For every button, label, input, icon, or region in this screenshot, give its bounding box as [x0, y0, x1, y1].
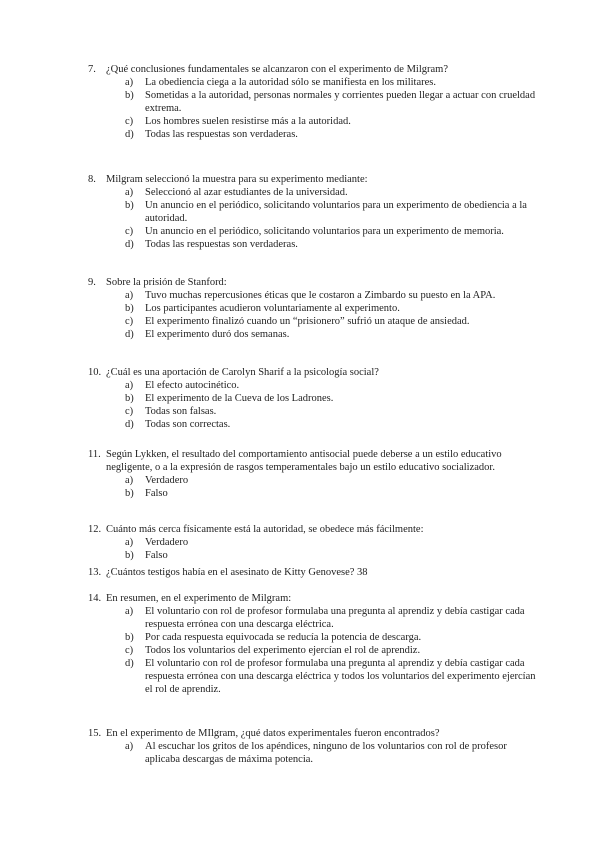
option-item [125, 487, 542, 500]
option-text: Todas son falsas. [145, 406, 217, 417]
option-item [125, 740, 542, 766]
option-letter: c) [125, 226, 134, 237]
option-item [125, 536, 542, 549]
question-number: 9. [88, 277, 96, 288]
question-row [88, 566, 542, 579]
option-item [125, 631, 542, 644]
question-item [88, 366, 542, 431]
option-letter: d) [125, 419, 134, 430]
question-text: En resumen, en el experimento de Milgram: [106, 593, 292, 604]
question-item [88, 523, 542, 562]
question-text: Según Lykken, el resultado del comportamiento antisocial puede deberse a un estilo educativo negligente, o a la expresión de rasgos temperamentales bajo un estilo educativo socializador. [106, 449, 502, 473]
option-letter: d) [125, 239, 134, 250]
option-text: Falso [145, 550, 168, 561]
question-text: Sobre la prisión de Stanford: [106, 277, 227, 288]
option-item [125, 238, 542, 251]
question-item [88, 63, 542, 141]
option-text: Tuvo muchas repercusiones éticas que le costaron a Zimbardo su puesto en la APA. [145, 290, 496, 301]
questions-list [88, 63, 542, 766]
question-text: ¿Cuál es una aportación de Carolyn Sharif a la psicología social? [106, 367, 379, 378]
option-letter: b) [125, 200, 134, 211]
option-letter: a) [125, 475, 134, 486]
option-item [125, 328, 542, 341]
option-letter: d) [125, 658, 134, 669]
question-item [88, 173, 542, 251]
option-item [125, 392, 542, 405]
question-item [88, 276, 542, 341]
option-letter: b) [125, 488, 134, 499]
question-row [88, 448, 542, 474]
question-row [88, 276, 542, 289]
option-text: El experimento duró dos semanas. [145, 329, 290, 340]
option-text: Al escuchar los gritos de los apéndices, ninguno de los voluntarios con rol de profesor aplicaba descargas de máxima potencia. [145, 741, 507, 765]
option-text: Todos los voluntarios del experimento ejercían el rol de aprendiz. [145, 645, 421, 656]
option-letter: c) [125, 116, 134, 127]
question-item [88, 727, 542, 766]
option-letter: d) [125, 329, 134, 340]
option-item [125, 128, 542, 141]
option-text: Los participantes acudieron voluntariamente al experimento. [145, 303, 400, 314]
option-letter: a) [125, 380, 134, 391]
question-row [88, 63, 542, 76]
question-item [88, 448, 542, 500]
option-text: El voluntario con rol de profesor formulaba una pregunta al aprendiz y debía castigar cada respuesta errónea con una descarga eléctrica. [145, 606, 525, 630]
option-item [125, 315, 542, 328]
question-row [88, 173, 542, 186]
question-number: 7. [88, 64, 96, 75]
option-text: Verdadero [145, 537, 189, 548]
option-item [125, 89, 542, 115]
question-row [88, 727, 542, 740]
option-letter: a) [125, 606, 134, 617]
option-text: La obediencia ciega a la autoridad sólo se manifiesta en los militares. [145, 77, 436, 88]
option-text: Verdadero [145, 475, 189, 486]
option-letter: b) [125, 303, 134, 314]
question-item [88, 566, 542, 579]
option-item [125, 302, 542, 315]
question-row [88, 366, 542, 379]
question-text: En el experimento de MIlgram, ¿qué datos experimentales fueron encontrados? [106, 728, 440, 739]
question-number: 8. [88, 174, 96, 185]
option-text: Un anuncio en el periódico, solicitando voluntarios para un experimento de memoria. [145, 226, 504, 237]
option-letter: d) [125, 129, 134, 140]
question-number: 12. [88, 524, 102, 535]
option-letter: b) [125, 550, 134, 561]
option-letter: b) [125, 90, 134, 101]
option-item [125, 474, 542, 487]
option-text: Un anuncio en el periódico, solicitando voluntarios para un experimento de obediencia a la autoridad. [145, 200, 527, 224]
option-item [125, 657, 542, 696]
option-text: El experimento de la Cueva de los Ladrones. [145, 393, 334, 404]
question-text: Cuánto más cerca físicamente está la autoridad, se obedece más fácilmente: [106, 524, 424, 535]
option-text: Todas las respuestas son verdaderas. [145, 129, 298, 140]
option-letter: c) [125, 645, 134, 656]
option-text: Sometidas a la autoridad, personas normales y corrientes pueden llegar a actuar con crueldad extrema. [145, 90, 536, 114]
question-text: Milgram seleccionó la muestra para su experimento mediante: [106, 174, 368, 185]
option-letter: c) [125, 406, 134, 417]
question-text: ¿Cuántos testigos había en el asesinato de Kitty Genovese? 38 [106, 567, 368, 578]
option-letter: a) [125, 187, 134, 198]
option-text: El voluntario con rol de profesor formulaba una pregunta al aprendiz y debía castigar cada respuesta errónea con una descarga eléctrica y todos los voluntarios del experimento ejercían el rol de aprendiz. [145, 658, 536, 695]
option-text: El efecto autocinético. [145, 380, 240, 391]
option-letter: c) [125, 316, 134, 327]
option-text: Seleccionó al azar estudiantes de la universidad. [145, 187, 348, 198]
option-item [125, 115, 542, 128]
option-item [125, 76, 542, 89]
option-letter: b) [125, 632, 134, 643]
question-number: 10. [88, 367, 102, 378]
option-text: Los hombres suelen resistirse más a la autoridad. [145, 116, 351, 127]
option-item [125, 289, 542, 302]
question-number: 15. [88, 728, 102, 739]
option-item [125, 199, 542, 225]
question-text: ¿Qué conclusiones fundamentales se alcanzaron con el experimento de Milgram? [106, 64, 448, 75]
option-item [125, 549, 542, 562]
question-number: 13. [88, 567, 102, 578]
option-letter: b) [125, 393, 134, 404]
option-item [125, 225, 542, 238]
option-item [125, 379, 542, 392]
option-text: Todas son correctas. [145, 419, 231, 430]
option-item [125, 186, 542, 199]
option-letter: a) [125, 741, 134, 752]
question-row [88, 592, 542, 605]
option-item [125, 405, 542, 418]
question-number: 14. [88, 593, 102, 604]
question-row [88, 523, 542, 536]
option-item [125, 605, 542, 631]
option-item [125, 418, 542, 431]
option-text: Por cada respuesta equivocada se reducía la potencia de descarga. [145, 632, 422, 643]
option-text: Falso [145, 488, 168, 499]
option-text: Todas las respuestas son verdaderas. [145, 239, 298, 250]
question-item [88, 592, 542, 696]
question-number: 11. [88, 449, 101, 460]
option-letter: a) [125, 290, 134, 301]
option-letter: a) [125, 77, 134, 88]
option-text: El experimento finalizó cuando un “prisionero” sufrió un ataque de ansiedad. [145, 316, 470, 327]
option-item [125, 644, 542, 657]
option-letter: a) [125, 537, 134, 548]
